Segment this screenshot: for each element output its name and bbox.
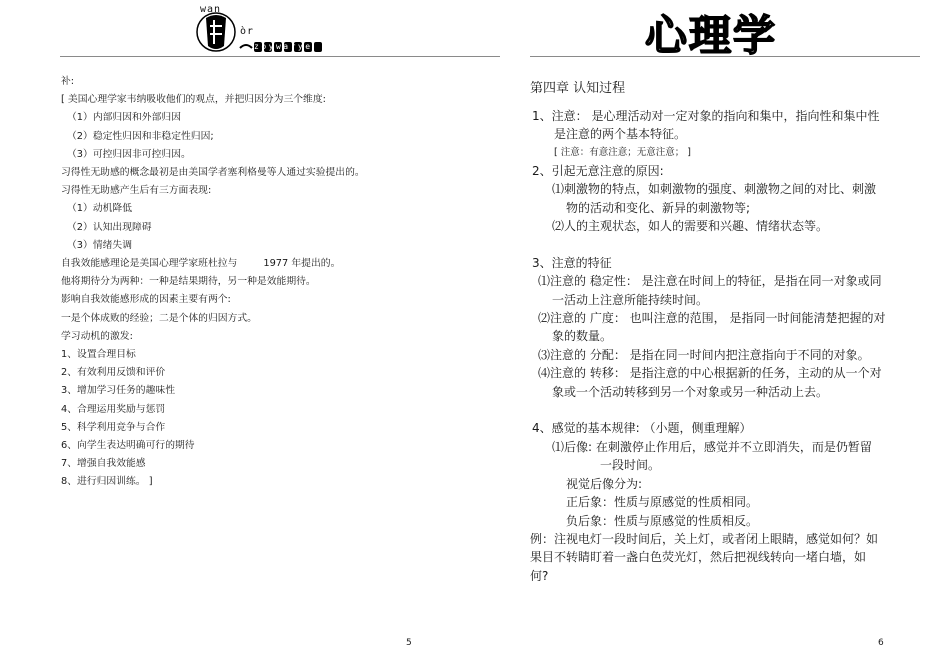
text-line: 4、感觉的基本规律: （小题，侧重理解） [532,421,752,436]
left-page-number: 5 [406,638,412,648]
text-line: ⑵人的主观状态，如人的需要和兴趣、情绪状态等。 [552,219,829,234]
text-line: 正后象：性质与原感觉的性质相同。 [566,495,759,510]
left-page-body [61,73,461,492]
text-line: ⑴注意的 稳定性： 是注意在时间上的特征，是指在同一对象或同 [538,274,882,289]
text-line: 他将期待分为两种：一种是结果期待，另一种是效能期待。 [61,276,316,288]
text-line: 一活动上注意所能持续时间。 [552,292,709,307]
chapter-heading: 第四章 认知过程 [530,81,626,96]
bandura-text-a: 自我效能感理论是美国心理学家班杜拉与 [61,258,238,270]
text-line: 何? [530,568,549,583]
text-line: （1）内部归因和外部归因 [67,112,181,124]
text-line: ⑵注意的 广度： 也叫注意的范围， 是指同一时间能清楚把握的对 [538,311,886,326]
text-line: （2）认知出现障碍 [67,221,152,233]
text-line: 习得性无助感产生后有三方面表现: [61,185,212,197]
text-line: 学习动机的激发: [61,330,133,342]
text-line: （3）情绪失调 [67,239,133,251]
list-item: 8、进行归因训练。 ] [61,476,153,488]
text-line: 一是个体成败的经验；二是个体的归因方式。 [61,312,257,324]
list-item: 4、合理运用奖励与惩罚 [61,403,166,415]
text-line: 是注意的两个基本特征。 [554,127,687,142]
text-line: 2、引起无意注意的原因: [532,163,664,178]
list-item: 5、科学利用竞争与合作 [61,421,166,433]
text-line: 3、注意的特征 [532,255,612,270]
text-line: ⑷注意的 转移： 是指注意的中心根据新的任务，主动的从一个对 [538,366,882,381]
text-line: 例：注视电灯一段时间后，关上灯，或者闭上眼睛，感觉如何？如 [530,531,879,546]
text-line: （2）稳定性归因和非稳定性归因; [67,130,214,142]
text-line: ⑴刺激物的特点，如刺激物的强度、刺激物之间的对比、刺激 [552,182,877,197]
logo-pinyin-top: wan [200,4,222,15]
list-item: 3、增加学习任务的趣味性 [61,385,175,397]
text-line: 1、注意： 是心理活动对一定对象的指向和集中，指向性和集中性 [532,109,880,123]
text-line: 果目不转睛盯着一盏白色荧光灯，然后把视线转向一堵白墙，如 [530,550,867,565]
text-line: 补: [61,76,75,87]
text-line: （3）可控归因非可控归因。 [67,148,191,160]
text-line: ⑶注意的 分配： 是指在同一时间内把注意指向于不同的对象。 [538,347,870,362]
text-line: 影响自我效能感形成的因素主要有两个: [61,294,231,306]
text-line: 物的活动和变化、新异的刺激物等; [566,200,751,215]
text-line: ⑴后像: 在刺激停止作用后，感觉并不立即消失，而是仍暂留 [552,439,872,454]
text-line-bandura [61,255,461,273]
brand-logo [196,4,326,60]
list-item: 6、向学生表达明确可行的期待 [61,440,195,452]
text-line: 一段时间。 [600,458,661,473]
text-line: 负后象：性质与原感觉的性质相反。 [566,513,759,528]
right-page-number: 6 [878,638,884,648]
text-line: 象的数量。 [552,329,613,344]
text-line: 视觉后像分为: [566,476,643,491]
list-item: 2、有效利用反馈和评价 [61,367,166,379]
right-page-body [530,80,910,585]
text-line: 习得性无助感的概念最初是由美国学者塞利格曼等人通过实验提出的。 [61,167,365,179]
logo-latin: zoywarye [254,42,313,51]
list-item: 7、增强自我效能感 [61,458,146,470]
text-line: 象或一个活动转移到另一个对象或另一种活动上去。 [552,384,829,399]
list-item: 1、设置合理目标 [61,349,136,361]
text-line: [ 美国心理学家韦纳吸收他们的观点，并把归因分为三个维度: [61,94,326,106]
logo-pinyin-mid: òr [240,26,255,37]
right-page-title: 心理学 [645,11,778,60]
text-line: （1）动机降低 [67,203,133,215]
bandura-text-b: 1977 年提出的。 [263,258,341,270]
text-line: [ 注意：有意注意；无意注意； ] [554,146,691,158]
